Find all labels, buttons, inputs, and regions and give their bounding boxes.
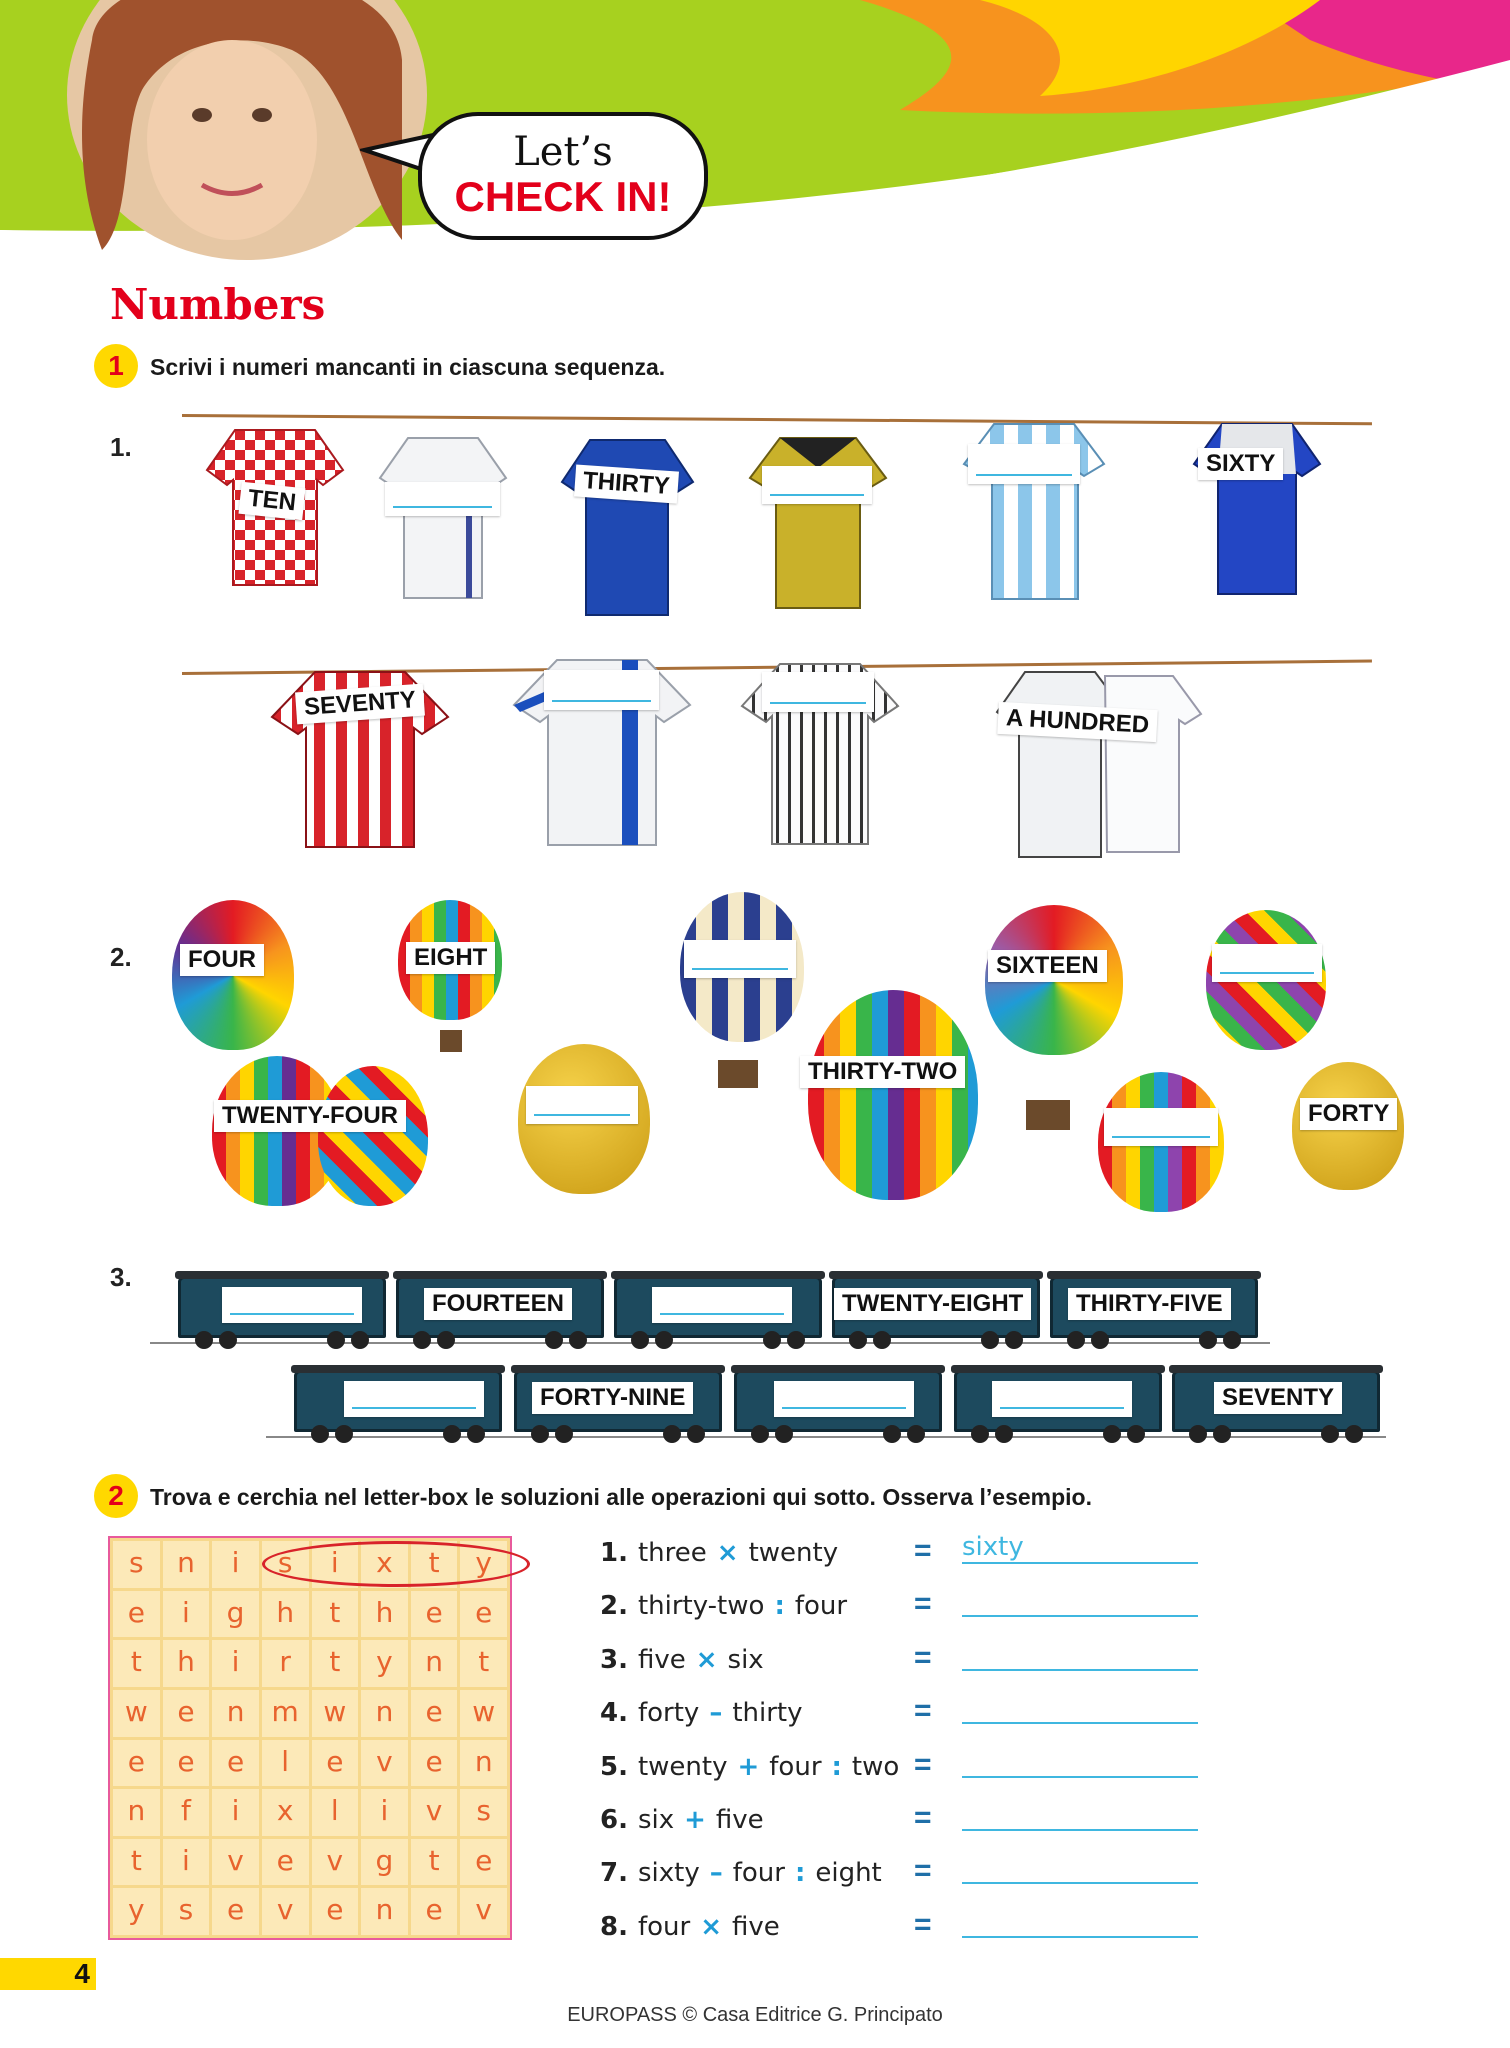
balloon-5-blank[interactable] bbox=[1212, 944, 1322, 982]
operation-row bbox=[600, 1591, 857, 1621]
operand-b: thirty bbox=[732, 1698, 803, 1729]
shirt-9-blank[interactable] bbox=[762, 672, 874, 712]
letter-cell[interactable]: e bbox=[212, 1740, 259, 1787]
letter-cell[interactable]: i bbox=[361, 1789, 408, 1836]
letter-cell[interactable]: i bbox=[312, 1541, 359, 1588]
train-4-label: TWENTY-EIGHT bbox=[834, 1288, 1031, 1320]
operand-b: four bbox=[732, 1858, 785, 1889]
letter-cell[interactable]: v bbox=[361, 1740, 408, 1787]
balloon-4-label: SIXTEEN bbox=[988, 950, 1107, 982]
letter-cell[interactable]: x bbox=[361, 1541, 408, 1588]
shirt-3-blue bbox=[560, 430, 695, 620]
letter-cell[interactable]: s bbox=[262, 1541, 309, 1588]
operand-b: four bbox=[769, 1751, 822, 1782]
letter-cell[interactable]: h bbox=[163, 1640, 210, 1687]
operator-2: : bbox=[794, 1858, 806, 1889]
letter-cell[interactable]: g bbox=[212, 1591, 259, 1638]
balloon-3-basket bbox=[718, 1060, 758, 1088]
shirt-5-argentina bbox=[962, 414, 1107, 604]
letter-cell[interactable]: v bbox=[312, 1839, 359, 1886]
operation-row bbox=[600, 1645, 774, 1675]
train-9-blank[interactable] bbox=[992, 1381, 1132, 1417]
letter-cell[interactable]: l bbox=[312, 1789, 359, 1836]
operand-b: five bbox=[732, 1911, 780, 1942]
bubble-line2: CHECK IN! bbox=[454, 173, 672, 220]
equals-sign: = bbox=[914, 1801, 932, 1834]
operation-number: 7. bbox=[600, 1858, 628, 1889]
letter-cell[interactable]: r bbox=[262, 1640, 309, 1687]
example-circle bbox=[262, 1541, 530, 1587]
letter-cell[interactable]: y bbox=[361, 1640, 408, 1687]
letter-cell[interactable]: h bbox=[262, 1591, 309, 1638]
operator-1: + bbox=[684, 1805, 706, 1835]
letter-box[interactable] bbox=[108, 1536, 512, 1940]
letter-cell[interactable]: e bbox=[411, 1888, 458, 1935]
operator-2: : bbox=[831, 1751, 842, 1782]
letter-cell[interactable]: n bbox=[411, 1640, 458, 1687]
letter-cell[interactable]: s bbox=[113, 1541, 160, 1588]
letter-cell[interactable]: n bbox=[460, 1740, 507, 1787]
operand-c: two bbox=[851, 1751, 900, 1782]
letter-cell[interactable]: m bbox=[262, 1690, 309, 1737]
letter-cell[interactable]: w bbox=[460, 1690, 507, 1737]
operand-a: five bbox=[637, 1644, 686, 1675]
letter-cell[interactable]: v bbox=[460, 1888, 507, 1935]
operation-number: 1. bbox=[600, 1538, 628, 1568]
equals-sign: = bbox=[914, 1587, 932, 1621]
letter-cell[interactable]: e bbox=[163, 1690, 210, 1737]
letter-cell[interactable]: t bbox=[113, 1839, 160, 1886]
train-6-blank[interactable] bbox=[344, 1381, 484, 1417]
shirt-2-blank[interactable] bbox=[385, 482, 500, 516]
exercise-1-instruction: Scrivi i numeri mancanti in ciascuna sequenza. bbox=[150, 354, 666, 380]
operation-row bbox=[600, 1538, 848, 1568]
balloon-2-basket bbox=[440, 1030, 462, 1052]
operand-a: forty bbox=[637, 1698, 700, 1729]
sequence-3-label: 3. bbox=[110, 1262, 132, 1292]
letter-cell[interactable]: t bbox=[411, 1541, 458, 1588]
letter-cell[interactable]: e bbox=[411, 1591, 458, 1638]
train-2-label: FOURTEEN bbox=[424, 1288, 572, 1320]
letter-cell[interactable]: x bbox=[262, 1789, 309, 1836]
balloon-10-label: FORTY bbox=[1300, 1098, 1397, 1130]
operand-a: four bbox=[637, 1911, 691, 1942]
letter-cell[interactable]: h bbox=[361, 1591, 408, 1638]
operand-b: four bbox=[794, 1591, 848, 1622]
balloon-7-blank[interactable] bbox=[526, 1086, 638, 1124]
operator-1: – bbox=[709, 1858, 723, 1889]
answer-field[interactable] bbox=[962, 1799, 1198, 1831]
operation-row bbox=[600, 1752, 909, 1782]
operand-a: three bbox=[637, 1538, 707, 1568]
letter-cell[interactable]: w bbox=[113, 1690, 160, 1737]
letter-cell[interactable]: e bbox=[312, 1740, 359, 1787]
train-5-label: THIRTY-FIVE bbox=[1068, 1288, 1231, 1320]
letter-cell[interactable]: t bbox=[312, 1591, 359, 1638]
operator-1: : bbox=[774, 1591, 785, 1622]
letter-cell[interactable]: i bbox=[212, 1541, 259, 1588]
letter-cell[interactable]: w bbox=[312, 1690, 359, 1737]
letter-cell[interactable]: e bbox=[113, 1740, 160, 1787]
letter-cell[interactable]: t bbox=[113, 1640, 160, 1687]
operation-number: 4. bbox=[600, 1698, 628, 1729]
letter-cell[interactable]: v bbox=[262, 1888, 309, 1935]
train-10-label: SEVENTY bbox=[1214, 1382, 1342, 1414]
letter-cell[interactable]: n bbox=[361, 1690, 408, 1737]
shirt-6-blue-white bbox=[1192, 414, 1322, 599]
footer-copyright: EUROPASS © Casa Editrice G. Principato bbox=[567, 2004, 943, 2026]
equals-sign: = bbox=[914, 1747, 932, 1781]
letter-cell[interactable]: e bbox=[113, 1591, 160, 1638]
exercise-2-instruction: Trova e cerchia nel letter-box le soluzioni alle operazioni qui sotto. Osserva l’esempio. bbox=[150, 1484, 1093, 1510]
operator-1: + bbox=[737, 1751, 760, 1782]
exercise-1-badge: 1 bbox=[94, 344, 138, 388]
letter-cell[interactable]: f bbox=[163, 1789, 210, 1836]
letter-cell[interactable]: n bbox=[361, 1888, 408, 1935]
letter-cell[interactable]: y bbox=[113, 1888, 160, 1935]
letter-cell[interactable]: e bbox=[411, 1690, 458, 1737]
balloon-1-label: FOUR bbox=[180, 944, 264, 976]
answer-field[interactable]: sixty bbox=[962, 1532, 1198, 1564]
operand-b: twenty bbox=[748, 1538, 839, 1568]
operation-number: 8. bbox=[600, 1911, 628, 1942]
operation-number: 2. bbox=[600, 1591, 628, 1622]
letter-cell[interactable]: e bbox=[460, 1591, 507, 1638]
operand-b: six bbox=[727, 1644, 764, 1675]
page-number: 4 bbox=[74, 1958, 90, 1989]
speech-bubble bbox=[418, 112, 708, 240]
letter-cell[interactable]: e bbox=[212, 1888, 259, 1935]
letter-cell[interactable]: e bbox=[163, 1740, 210, 1787]
shirt-10-pair bbox=[995, 662, 1205, 862]
bubble-line1: Let’s bbox=[513, 129, 613, 175]
train-3-blank[interactable] bbox=[652, 1287, 792, 1323]
letter-cell[interactable]: g bbox=[361, 1839, 408, 1886]
operator-1: × bbox=[700, 1911, 722, 1942]
operation-row bbox=[600, 1698, 812, 1728]
answer-field[interactable] bbox=[962, 1852, 1198, 1884]
letter-cell[interactable]: n bbox=[212, 1690, 259, 1737]
equals-sign: = bbox=[914, 1854, 932, 1888]
letter-cell[interactable]: t bbox=[312, 1640, 359, 1687]
letter-cell[interactable]: i bbox=[163, 1591, 210, 1638]
page-title: Numbers bbox=[110, 280, 326, 329]
train-8-blank[interactable] bbox=[774, 1381, 914, 1417]
balloon-3-blank[interactable] bbox=[684, 940, 796, 978]
answer-field[interactable] bbox=[962, 1585, 1198, 1617]
shirt-10-label: A HUNDRED bbox=[997, 702, 1158, 742]
letter-cell[interactable]: l bbox=[262, 1740, 309, 1787]
answer-field[interactable] bbox=[962, 1692, 1198, 1724]
sequence-2-label: 2. bbox=[110, 942, 132, 972]
letter-cell[interactable]: s bbox=[163, 1888, 210, 1935]
letter-cell[interactable]: v bbox=[411, 1789, 458, 1836]
operator-1: – bbox=[709, 1698, 723, 1729]
answer-field[interactable] bbox=[962, 1746, 1198, 1778]
balloon-2-label: EIGHT bbox=[406, 942, 495, 974]
operator-1: × bbox=[716, 1538, 739, 1568]
equals-sign: = bbox=[914, 1907, 932, 1941]
page-number-tab bbox=[0, 1958, 96, 1990]
letter-cell[interactable]: e bbox=[312, 1888, 359, 1935]
shirt-1-label: TEN bbox=[239, 482, 306, 521]
letter-cell[interactable]: i bbox=[163, 1839, 210, 1886]
sequence-1-label: 1. bbox=[110, 432, 132, 462]
letter-cell[interactable]: i bbox=[212, 1789, 259, 1836]
balloon-9-blank[interactable] bbox=[1104, 1108, 1218, 1146]
shirt-4-blank[interactable] bbox=[762, 466, 872, 504]
balloon-8-label: THIRTY-TWO bbox=[800, 1056, 965, 1088]
equals-sign: = bbox=[914, 1534, 932, 1567]
exercise-2-badge: 2 bbox=[94, 1474, 138, 1518]
operator-1: × bbox=[695, 1644, 718, 1675]
shirt-3-label: THIRTY bbox=[574, 464, 679, 503]
operand-b: five bbox=[715, 1805, 764, 1835]
shirt-5-blank[interactable] bbox=[968, 444, 1080, 484]
operation-row bbox=[600, 1805, 774, 1835]
train-1-blank[interactable] bbox=[222, 1287, 362, 1323]
operation-number: 6. bbox=[600, 1805, 628, 1835]
shirt-7-label: SEVENTY bbox=[295, 684, 425, 725]
operation-row bbox=[600, 1858, 892, 1888]
operation-number: 5. bbox=[600, 1751, 628, 1782]
operand-a: six bbox=[637, 1805, 675, 1835]
shirt-8-blank[interactable] bbox=[544, 670, 659, 710]
letter-cell[interactable]: s bbox=[460, 1789, 507, 1836]
answer-field[interactable] bbox=[962, 1906, 1198, 1938]
equals-sign: = bbox=[914, 1640, 932, 1674]
shirt-6-label: SIXTY bbox=[1198, 448, 1283, 480]
letter-cell[interactable]: e bbox=[460, 1839, 507, 1886]
letter-cell[interactable]: v bbox=[212, 1839, 259, 1886]
letter-cell[interactable]: i bbox=[212, 1640, 259, 1687]
letter-cell[interactable]: n bbox=[163, 1541, 210, 1588]
operation-number: 3. bbox=[600, 1644, 628, 1675]
letter-cell[interactable]: e bbox=[262, 1839, 309, 1886]
letter-cell[interactable]: y bbox=[460, 1541, 507, 1588]
balloon-6b bbox=[318, 1066, 428, 1206]
train-7-label: FORTY-NINE bbox=[532, 1382, 693, 1414]
balloon-4-basket bbox=[1026, 1100, 1070, 1130]
equals-sign: = bbox=[914, 1694, 932, 1728]
letter-cell[interactable]: e bbox=[411, 1740, 458, 1787]
answer-field[interactable] bbox=[962, 1639, 1198, 1671]
balloon-8 bbox=[808, 990, 978, 1200]
operand-c: eight bbox=[815, 1858, 882, 1889]
operand-a: thirty-two bbox=[637, 1591, 765, 1622]
letter-cell[interactable]: n bbox=[113, 1789, 160, 1836]
shirt-4-yellow bbox=[748, 428, 888, 613]
operand-a: twenty bbox=[637, 1751, 728, 1782]
balloon-6-label: TWENTY-FOUR bbox=[214, 1100, 406, 1132]
letter-cell[interactable]: t bbox=[460, 1640, 507, 1687]
operation-row bbox=[600, 1912, 790, 1942]
operand-a: sixty bbox=[637, 1858, 700, 1889]
letter-cell[interactable]: t bbox=[411, 1839, 458, 1886]
